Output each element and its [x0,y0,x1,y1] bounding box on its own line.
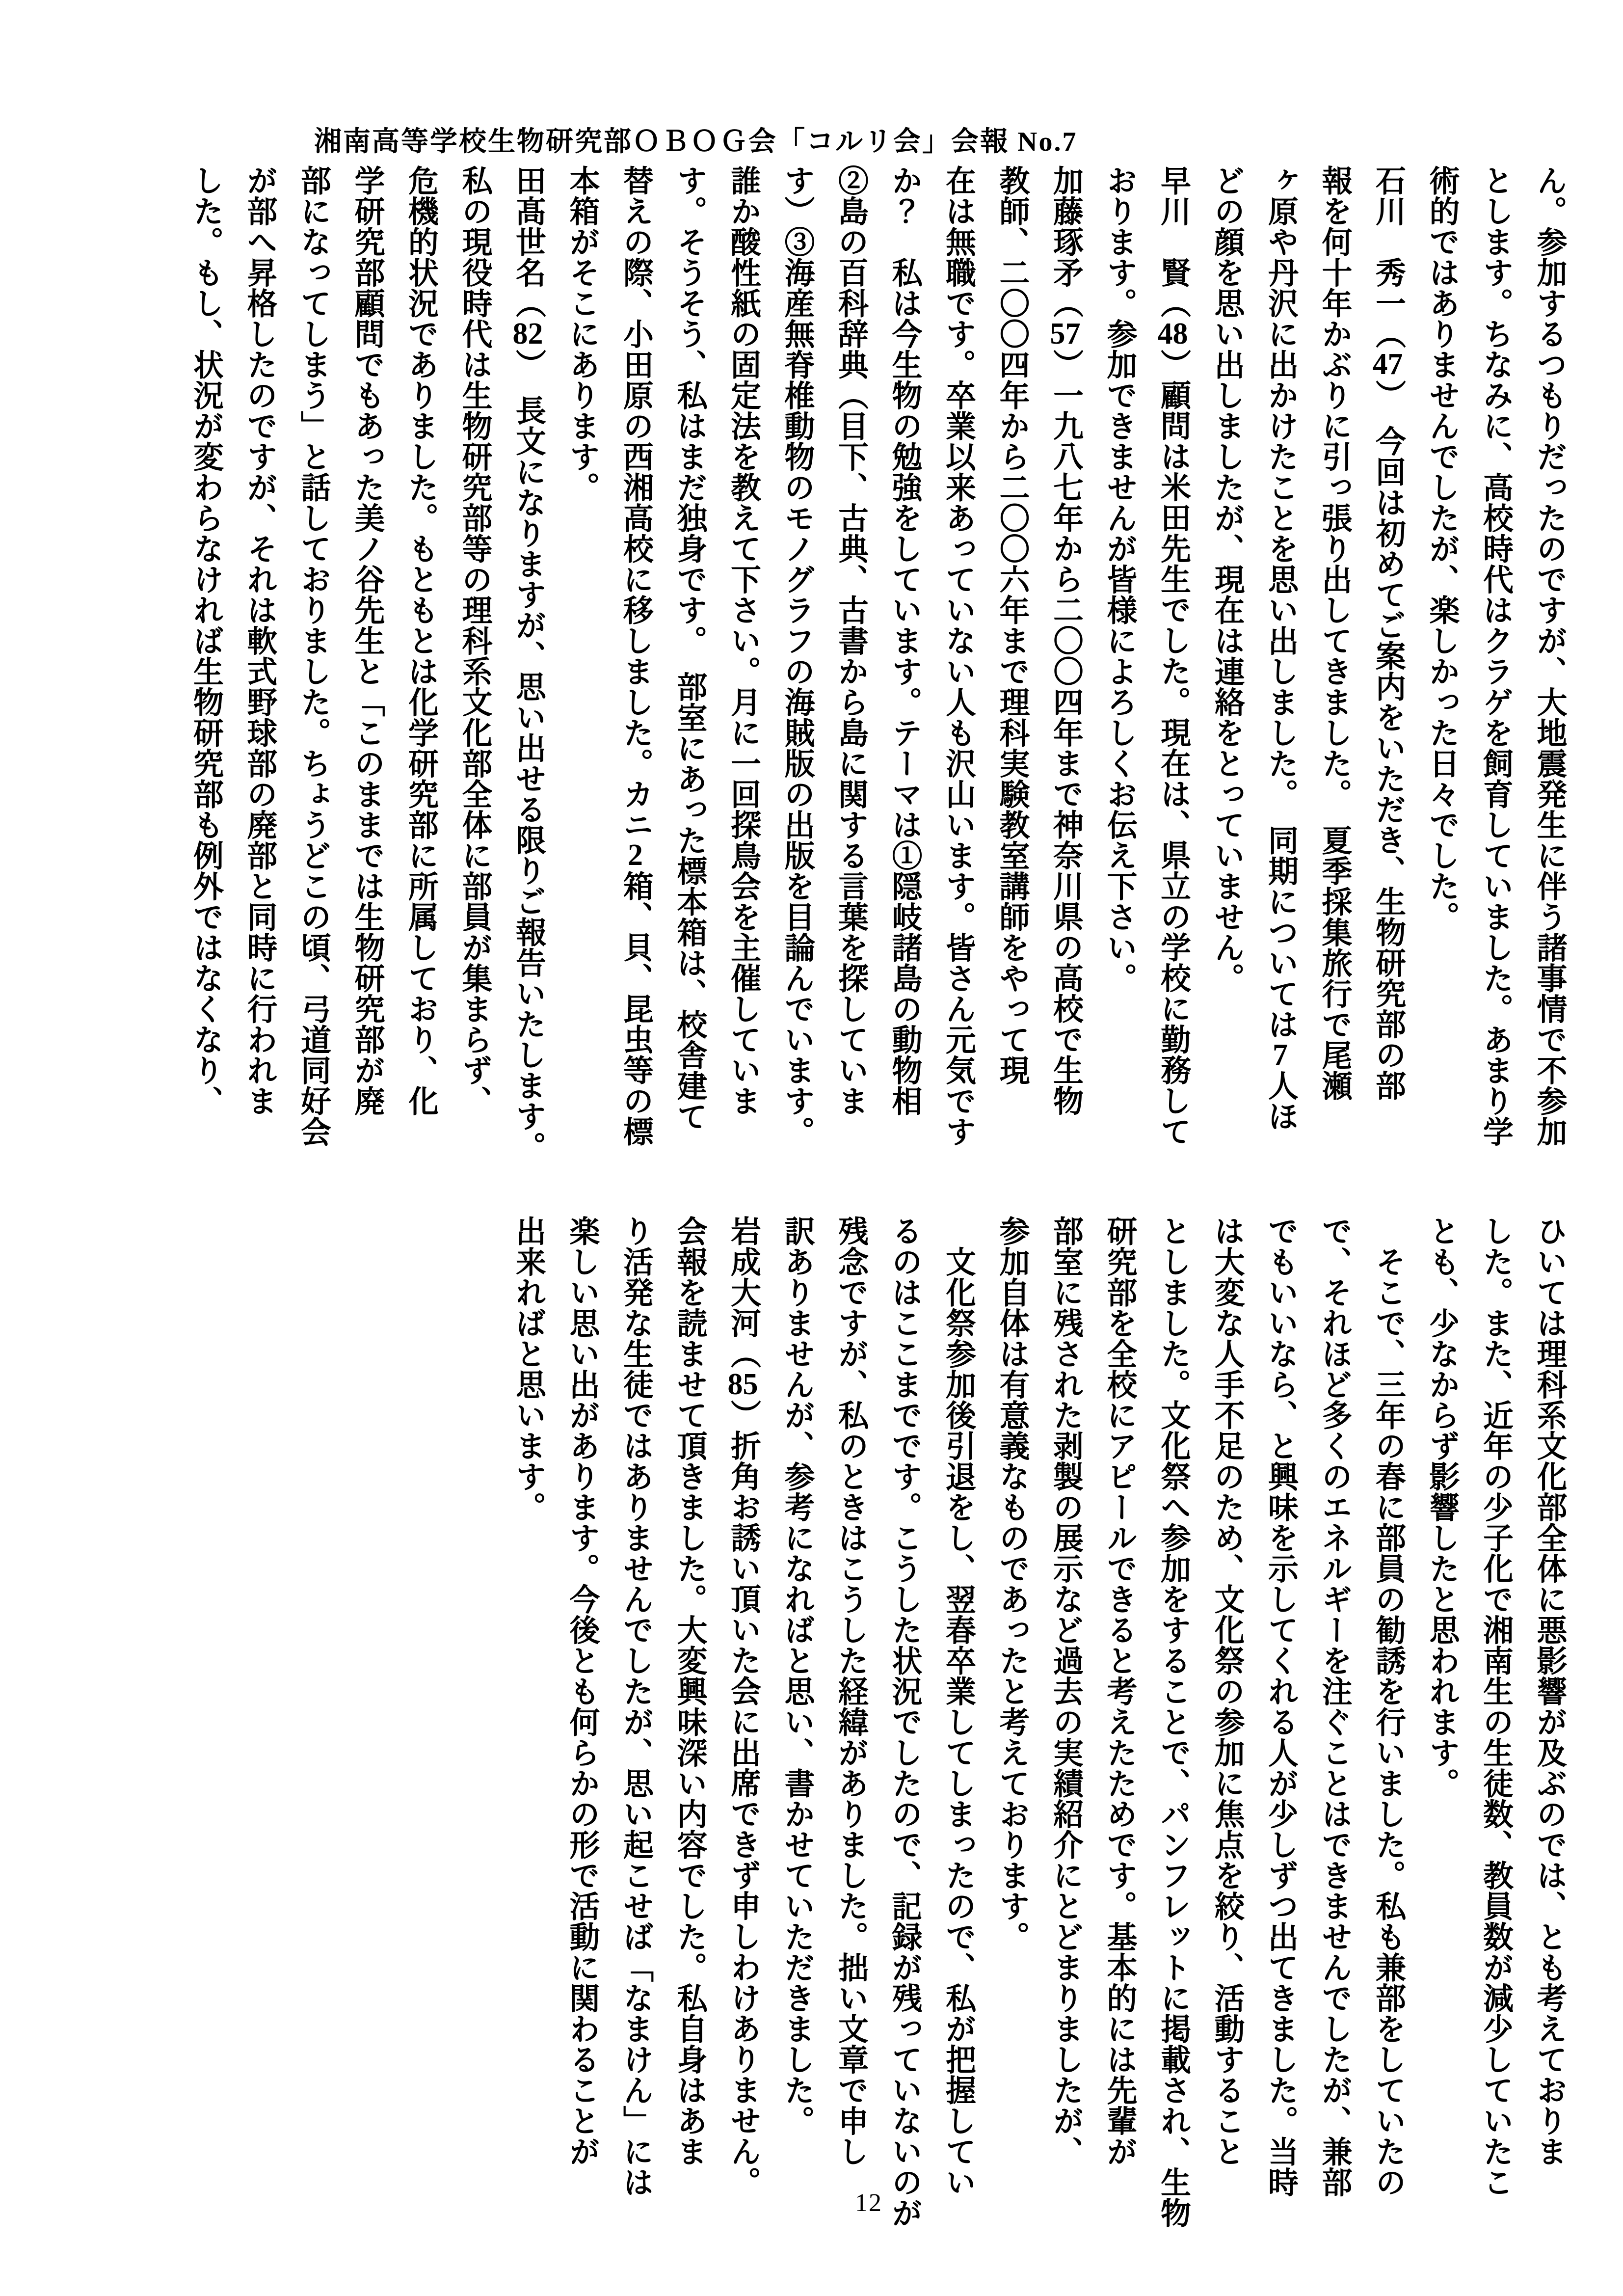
text-line: どの顔を思い出しましたが、現在は連絡をとっていません。 [1210,165,1243,994]
text-line: 危機的状況でありました。もともとは化学研究部に所属しており、化 [403,165,437,1116]
text-line: としました。文化祭へ参加をすることで、パンフレットに掲載され、生物 [1156,1216,1190,2228]
newsletter-header-title: 湘南高等学校生物研究部ＯＢＯＧ会「コルリ会」会報 No.7 [314,127,1078,157]
tatechuyoko-number: 47 [1372,349,1403,379]
text-line: 参加自体は有意義なものであったと考えております。 [995,1216,1028,1952]
text-line: 在は無職です。卒業以来あっていない人も沢山います。皆さん元気です [941,165,975,1147]
text-line: おります。参加できませんが皆様によろしくお伝え下さい。 [1102,165,1136,994]
tatechuyoko-number: 2 [628,840,643,870]
text-line: 岩成大河（85）折角お誘い頂いた会に出席できず申しわけありません。 [726,1216,760,2197]
text-line: 誰か酸性紙の固定法を教えて下さい。月に一回探鳥会を主催していま [726,165,760,1116]
text-line: 研究部を全校にアピールできると考えたためです。基本的には先輩が [1102,1216,1136,2167]
text-line: で、それほど多くのエネルギーを注ぐことはできませんでしたが、兼部 [1317,1216,1351,2197]
tatechuyoko-number: 82 [512,318,543,349]
text-line: す）③海産無脊椎動物のモノグラフの海賊版の出版を目論んでいます。 [780,165,813,1147]
text-line: ヶ原や丹沢に出かけたことを思い出しました。 同期については7人ほ [1263,165,1297,1132]
text-line: 残念ですが、私のときはこうした経緯がありました。拙い文章で申し [833,1216,867,2167]
text-line: 出来ればと思います。 [511,1216,545,1522]
text-line: ん。参加するつもりだったのですが、大地震発生に伴う諸事情で不参加 [1532,165,1566,1147]
text-line: でもいいなら、と興味を示してくれる人が少しずつ出てきました。当時 [1263,1216,1297,2197]
tatechuyoko-number: 48 [1157,318,1188,349]
text-line: 訳ありませんが、参考になればと思い、書かせていただきました。 [780,1216,813,2136]
text-line: 本箱がそこにあります。 [565,165,598,503]
article-top-block [178,165,1575,1171]
text-line: 石川 秀一（47） 今回は初めてご案内をいただき、生物研究部の部 [1371,165,1405,1101]
tatechuyoko-number: 57 [1050,318,1081,349]
text-line: り活発な生徒ではありませんでしたが、思い起こせば「なまけん」には [618,1216,652,2197]
text-line: 早川 賢（48）顧問は米田先生でした。現在は、県立の学校に勤務して [1156,165,1190,1147]
text-line: す。そうそう、私はまだ独身です。 部室にあった標本箱は、校舎建て [672,165,706,1132]
text-line: るのはここまでです。こうした状況でしたので、記録が残っていないのが [887,1216,921,2228]
text-line: ②島の百科辞典（目下、古典、古書から島に関する言葉を探していま [833,165,867,1116]
text-line: 部になってしまう」と話しておりました。ちょうどこの頃、弓道同好会 [296,165,330,1147]
text-line: 会報を読ませて頂きました。大変興味深い内容でした。私自身はあま [672,1216,706,2167]
text-line: 部室に残された剥製の展示など過去の実績紹介にとどまりましたが、 [1048,1216,1082,2167]
text-line: か？ 私は今生物の勉強をしています。テーマは①隠岐諸島の動物相 [887,165,921,1116]
article-bottom-block [501,1216,1575,2261]
text-line: とします。ちなみに、高校時代はクラゲを飼育していました。あまり学 [1478,165,1512,1147]
text-line: とも、少なからず影響したと思われます。 [1425,1216,1458,1799]
text-line: 学研究部顧問でもあった美ノ谷先生と「このままでは生物研究部が廃 [350,165,383,1116]
page-number: 12 [855,2189,882,2217]
text-line: 術的ではありませんでしたが、楽しかった日々でした。 [1425,165,1458,932]
tatechuyoko-number: 85 [727,1369,758,1400]
text-line: 楽しい思い出があります。今後とも何らかの形で活動に関わることが [565,1216,598,2167]
text-line: した。もし、状況が変わらなければ生物研究部も例外ではなくなり、 [188,165,222,1116]
text-line: そこで、三年の春に部員の勧誘を行いました。私も兼部をしていたの [1371,1216,1405,2197]
text-line: 文化祭参加後引退をし、翌春卒業してしまったので、私が把握してい [941,1216,975,2197]
text-line: 替えの際、小田原の西湘高校に移しました。カニ2箱、貝、昆虫等の標 [618,165,652,1147]
text-line: が部へ昇格したのですが、それは軟式野球部の廃部と同時に行われま [242,165,276,1116]
text-line: は大変な人手不足のため、文化祭の参加に焦点を絞り、活動すること [1210,1216,1243,2167]
text-line: 私の現役時代は生物研究部等の理科系文化部全体に部員が集まらず、 [457,165,491,1116]
text-line: 教師、二〇〇四年から二〇〇六年まで理科実験教室講師をやって現 [995,165,1028,1085]
text-line: 報を何十年かぶりに引っ張り出してきました。 夏季採集旅行で尾瀬 [1317,165,1351,1101]
text-line: ひいては理科系文化部全体に悪影響が及ぶのでは、とも考えておりま [1532,1216,1566,2167]
text-line: 田髙世名（82） 長文になりますが、思い出せる限りご報告いたします。 [511,165,545,1162]
text-line: した。また、近年の少子化で湘南生の生徒数、教員数が減少していたこ [1478,1216,1512,2197]
tatechuyoko-number: 7 [1273,1039,1288,1070]
text-line: 加藤琢矛（57）一九八七年から二〇〇四年まで神奈川県の高校で生物 [1048,165,1082,1116]
